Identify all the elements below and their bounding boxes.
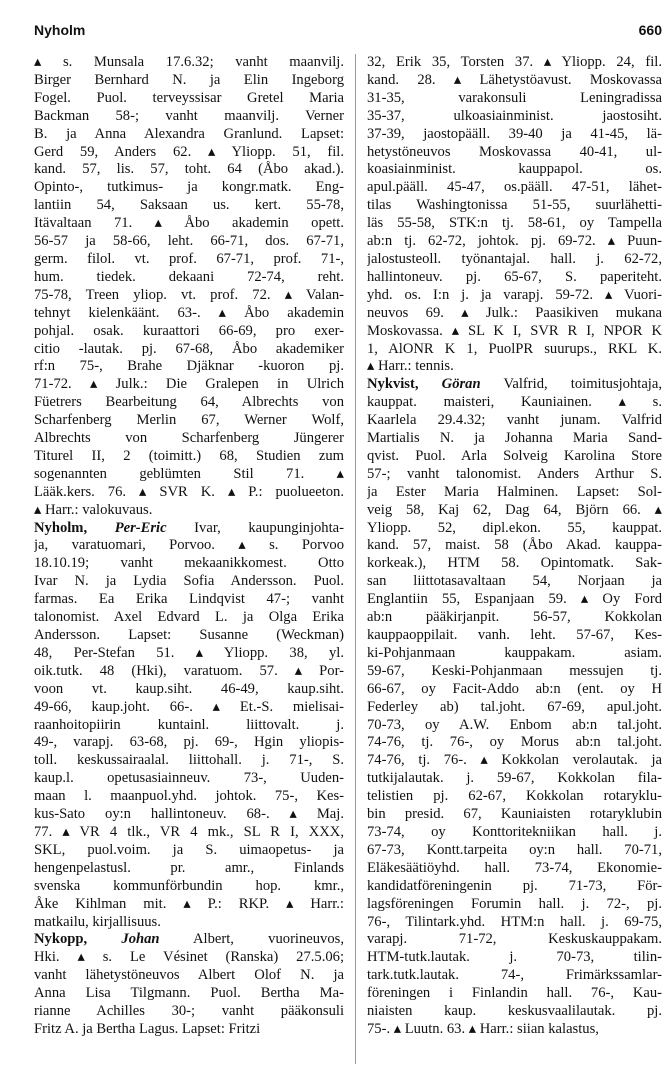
entry-surname: Nyholm, [34, 519, 88, 536]
text-line [367, 269, 662, 287]
line-text: 59-67, Keski-Pohjanmaan messujen tj. [367, 662, 662, 679]
line-text: 37-39, jaostopääll. 39-40 ja 41-45, lä- [367, 125, 662, 142]
text-line [34, 806, 344, 824]
text-line [34, 215, 344, 233]
line-text: Kaarlela 29.4.32; vanht junam. Valfrid [367, 412, 662, 429]
line-text: rf:n 75-, Brahe Djäknar -kuoron pj. [34, 358, 344, 375]
line-text: Lääk.kers. 76. ▴ SVR K. ▴ P.: puolueeton. [34, 483, 344, 500]
text-line [34, 967, 344, 985]
text-line [367, 161, 662, 179]
line-text: 76-, Tilintark.yhd. HTM:n hall. j. 69-75, [367, 913, 662, 930]
line-text: Gerd 59, Anders 62. ▴ Yliopp. 51, fil. [34, 143, 344, 160]
text-line [367, 323, 662, 341]
text-line [367, 502, 662, 520]
text-line [367, 430, 662, 448]
line-text: 49-66, kaup.joht. 66-. ▴ Et.-S. mielisai- [34, 698, 344, 715]
text-line [367, 914, 662, 932]
text-line [34, 233, 344, 251]
text-line [34, 161, 344, 179]
text-line [367, 591, 662, 609]
line-text: Füetrers Bearbeitung 64, Albrechts von [34, 394, 344, 411]
line-text: hengenpelastusl. pr. amr., Finlands [34, 859, 344, 876]
text-line [34, 788, 344, 806]
line-text: Fogel. Puol. terveyssisar Gretel Maria [34, 89, 344, 106]
line-text: farmas. Ea Erika Lindqvist 47-; vanht [34, 591, 344, 608]
line-text: kauppat. maisteri, Kauniainen. ▴ s. [367, 394, 662, 411]
line-text: Yliopp. 52, dipl.ekon. 55, kauppat. [367, 519, 662, 536]
text-line [34, 645, 344, 663]
text-line [34, 466, 344, 484]
line-text: 35-37, ulkoasiainminist. jaostosiht. [367, 107, 662, 124]
text-line [34, 287, 344, 305]
line-text: san liittotasavaltaan 54, Norjaan ja [367, 573, 662, 590]
text-line [34, 627, 344, 645]
text-line [34, 179, 344, 197]
line-text: lantiin 54, Saksaan us. kert. 55-78, [34, 197, 344, 214]
line-text: Eläkesäätiöyhd. hall. 73-74, Ekonomie- [367, 859, 662, 876]
text-line [34, 699, 344, 717]
line-text: citio -lautak. pj. 67-68, Åbo akademiker [34, 340, 344, 357]
line-text: föreningen i Finlandin hall. 76-, Kau- [367, 985, 662, 1002]
line-text: vanht lähetystöneuvos Albert Olof N. ja [34, 967, 344, 984]
text-line [367, 126, 662, 144]
line-text: Englantiin 55, Espanjaan 59. ▴ Oy Ford [367, 591, 662, 608]
line-text: kand. 57, lis. 57, toht. 64 (Åbo akad.). [34, 161, 344, 178]
line-text: oik.tutk. 48 (Hki), varatuom. 57. ▴ Por- [34, 662, 344, 679]
line-text: ab:n tj. 62-72, johtok. pj. 69-72. ▴ Puun- [367, 233, 662, 250]
line-text: 56-57 ja 58-66, leht. 66-71, dos. 67-71, [34, 233, 344, 250]
line-text: kand. 57, maist. 58 (Åbo Akad. kauppa- [367, 537, 662, 554]
line-text: maan l. maanpuol.yhd. johtok. 75-, Kes- [34, 788, 344, 805]
line-text: rianne Achilles 30-; vanht pääkonsuli [34, 1003, 344, 1020]
text-line [34, 394, 344, 412]
line-text: ▴ Harr.: tennis. [367, 358, 454, 375]
line-text: ▴ s. Munsala 17.6.32; vanht maanvilj. [34, 54, 344, 70]
line-text: Itävaltaan 71. ▴ Åbo akademin opett. [34, 215, 344, 232]
line-text: Birger Bernhard N. ja Elin Ingeborg [34, 71, 344, 88]
line-text: talonomist. Axel Edvard L. ja Olga Erika [34, 609, 344, 626]
line-text: hetystöneuvos Moskovassa 40-41, ul- [367, 143, 662, 160]
text-line [34, 484, 344, 502]
text-line [34, 770, 344, 788]
line-text: varapj. 71-72, Keskuskauppakam. [367, 931, 662, 948]
text-line [34, 358, 344, 376]
text-line [34, 54, 344, 72]
text-line [367, 233, 662, 251]
line-text: 74-76, tj. 76-, oy Morus ab:n tal.joht. [367, 734, 662, 751]
line-text: ki-Pohjanmaan kauppakam. asiam. [367, 644, 662, 661]
text-line [367, 573, 662, 591]
line-text: ja, varatuomari, Porvoo. ▴ s. Porvoo [34, 537, 344, 554]
text-line [367, 144, 662, 162]
line-text: neuvos 69. ▴ Julk.: Paasikiven mukana [367, 304, 662, 321]
text-line [34, 376, 344, 394]
text-line [367, 287, 662, 305]
line-text: HTM-tutk.lautak. j. 70-73, tilin- [367, 949, 662, 966]
line-text: Scharfenberg Merlin 67, Werner Wolf, [34, 412, 344, 429]
line-text: lagsföreningen Forumin hall. j. 72-, pj. [367, 895, 662, 912]
entry-given-name: Johan [121, 931, 160, 948]
line-text: läs 55-58, STK:n tj. 58-61, oy Tampella [367, 215, 662, 232]
line-text: raanhoitopiirin kuntainl. liittovalt. j. [34, 716, 344, 733]
line-text: 49-, varapj. 63-68, pj. 69-, Hgin yliopis- [34, 734, 344, 751]
line-text: ▴ Harr.: valokuvaus. [34, 501, 153, 518]
text-line [367, 358, 662, 376]
line-text: SKL, puol.voim. ja S. uimaopetus- ja [34, 841, 344, 858]
text-line [367, 54, 662, 72]
text-line [34, 860, 344, 878]
text-line [34, 448, 344, 466]
text-line [367, 448, 662, 466]
entry-surname: Nykopp, [34, 931, 88, 948]
line-text: 67-73, Kontt.tarpeita oy:n hall. 70-71, [367, 841, 662, 858]
line-text: kaup.l. opetusasiainneuv. 73-, Uuden- [34, 770, 344, 787]
line-text: Albert, vuorineuvos, [159, 931, 344, 948]
text-line [367, 734, 662, 752]
line-text: kand. 28. ▴ Lähetystöavust. Moskovassa [367, 71, 662, 88]
text-line [34, 663, 344, 681]
line-text: kus-Sato oy:n hallintoneuv. 68-. ▴ Maj. [34, 806, 344, 823]
line-text: Federley ab) tal.joht. 67-69, apul.joht. [367, 698, 662, 715]
text-line [367, 770, 662, 788]
text-line [367, 466, 662, 484]
text-line [367, 752, 662, 770]
text-line [367, 967, 662, 985]
left-column [34, 54, 344, 1064]
text-line [367, 645, 662, 663]
text-line [34, 734, 344, 752]
text-line [367, 1021, 662, 1039]
text-line [34, 72, 344, 90]
text-line [34, 502, 344, 520]
text-line [367, 609, 662, 627]
entry-given-name: Göran [441, 376, 481, 393]
line-text: sogenannten geblümten Stil 71. ▴ [34, 465, 344, 482]
line-text: matkailu, kirjallisuus. [34, 913, 161, 930]
line-text: hum. tiedek. dekaani 72-74, reht. [34, 268, 344, 285]
text-line [34, 90, 344, 108]
text-line [367, 305, 662, 323]
line-text: toll. keskussairaalal. liittohall. j. 71-, S. [34, 752, 344, 769]
text-line [367, 878, 662, 896]
line-text: Albrechts von Scharfenberg Jüngerer [34, 430, 344, 447]
line-text: kauppaoppilait. vanh. leht. 57-67, Kes- [367, 627, 662, 643]
text-line [34, 108, 344, 126]
text-line [367, 788, 662, 806]
text-line [367, 197, 662, 215]
text-line [367, 412, 662, 430]
text-line [367, 985, 662, 1003]
text-line [34, 341, 344, 359]
text-line [34, 555, 344, 573]
line-text: svenska kommunförbundin hop. kmr., [34, 877, 344, 894]
line-text: Ivar, kaupunginjohta- [166, 519, 344, 536]
line-text: niaisten kaup. keskusvaalilautak. pj. [367, 1003, 662, 1020]
line-text: tilas Washingtonissa 51-55, suurlähetti- [367, 197, 662, 214]
right-column [367, 54, 662, 1064]
text-line [34, 842, 344, 860]
line-text: Fritz A. ja Bertha Lagus. Lapset: Fritzi [34, 1020, 261, 1037]
line-text: Ivar N. ja Lydia Sofia Andersson. Puol. [34, 573, 344, 590]
text-line [367, 860, 662, 878]
line-text: apul.pääll. 45-47, os.pääll. 47-51, lähet- [367, 179, 662, 196]
line-text: korkeak.), HTM 58. Opintomatk. Sak- [367, 555, 662, 572]
text-line [34, 914, 344, 932]
line-text: Martialis N. ja Johanna Maria Sand- [367, 430, 662, 447]
line-text: 77. ▴ VR 4 tlk., VR 4 mk., SL R I, XXX, [34, 823, 344, 840]
text-line [34, 824, 344, 842]
line-text: veig 58, Kaj 62, Dag 64, Björn 66. ▴ [367, 501, 662, 518]
line-text: ab:n pääkirjanpit. 56-57, Kokkolan [367, 609, 662, 626]
line-text: tutkijalautak. j. 59-67, Kokkolan fila- [367, 770, 662, 787]
line-text: Anna Lisa Tilgmann. Puol. Bertha Ma- [34, 985, 344, 1002]
running-head: Nyholm [34, 22, 86, 38]
line-text: ja Ester Maria Halminen. Lapset: Sol- [367, 483, 662, 500]
text-line [367, 806, 662, 824]
line-text: germ. filol. vt. prof. 67-71, prof. 71-, [34, 250, 344, 267]
text-line [367, 179, 662, 197]
text-line [367, 394, 662, 412]
line-text: pohjal. osak. kuraattori 66-69, pro exer- [34, 322, 344, 339]
entry-headline [34, 520, 344, 538]
text-line [367, 108, 662, 126]
text-line [34, 985, 344, 1003]
line-text: Opinto-, tutkimus- ja kongr.matk. Eng- [34, 179, 344, 196]
text-line [34, 591, 344, 609]
line-text: kandidatföreningenin pj. 71-73, För- [367, 877, 662, 894]
text-line [367, 537, 662, 555]
text-line [367, 663, 662, 681]
text-line [367, 627, 662, 645]
text-line [34, 717, 344, 735]
text-line [367, 251, 662, 269]
text-line [34, 752, 344, 770]
line-text: Valfrid, toimitusjohtaja, [480, 376, 662, 393]
line-text: yhd. os. I:n j. ja varapj. 59-72. ▴ Vuori- [367, 286, 662, 303]
line-text: Titurel II, 2 (toimitt.) 68, Studien zum [34, 447, 344, 464]
text-line [34, 1003, 344, 1021]
line-text: Åke Kihlman mit. ▴ P.: RKP. ▴ Harr.: [34, 895, 344, 912]
line-text: 75-. ▴ Luutn. 63. ▴ Harr.: siian kalastus, [367, 1020, 599, 1037]
text-line [34, 144, 344, 162]
line-text: voon vt. kaup.siht. 46-49, kaup.siht. [34, 680, 344, 697]
line-text: 75-78, Treen yliop. vt. prof. 72. ▴ Valan- [34, 286, 344, 303]
text-line [34, 305, 344, 323]
text-line [34, 609, 344, 627]
text-line [34, 1021, 344, 1039]
entry-given-name: Per-Eric [114, 519, 167, 536]
line-text: tehnyt kielenkäänt. 63-. ▴ Åbo akademin [34, 304, 344, 321]
line-text: Moskovassa. ▴ SL K I, SVR R I, NPOR K [367, 322, 662, 339]
line-text: qvist. Puol. Arla Solveig Karolina Store [367, 447, 662, 464]
text-line [34, 323, 344, 341]
text-line [367, 215, 662, 233]
line-text: 1, AlONR K 1, PuolPR suurups., RKL K. [367, 340, 662, 357]
line-text: 57-; vanht talonomist. Anders Arthur S. [367, 465, 662, 482]
entry-surname: Nykvist, [367, 376, 419, 393]
entry-headline [367, 376, 662, 394]
line-text: 70-73, oy A.W. Enbom ab:n tal.joht. [367, 716, 662, 733]
text-line [367, 717, 662, 735]
text-line [367, 555, 662, 573]
text-line [34, 269, 344, 287]
line-text: 48, Per-Stefan 51. ▴ Yliopp. 38, yl. [34, 644, 344, 661]
text-line [34, 197, 344, 215]
line-text: Hki. ▴ s. Le Vésinet (Ranska) 27.5.06; [34, 949, 344, 966]
text-line [367, 842, 662, 860]
line-text: 18.10.19; vanht mekaanikkomest. Otto [34, 555, 344, 572]
page-number: 660 [638, 22, 662, 38]
line-text: bin presid. 67, Kauniaisten rotaryklubin [367, 806, 662, 823]
text-line [367, 896, 662, 914]
text-line [34, 573, 344, 591]
line-text: 73-74, oy Konttoritekniikan hall. j. [367, 823, 662, 840]
text-line [34, 251, 344, 269]
line-text: Backman 58-; vanht maanvilj. Verner [34, 107, 344, 124]
line-text: jalostusteoll. työnantajal. hall. j. 62-72, [367, 250, 662, 267]
text-line [367, 949, 662, 967]
text-line [34, 681, 344, 699]
text-line [367, 72, 662, 90]
line-text: 74-76, tj. 76-. ▴ Kokkolan verolautak. ja [367, 752, 662, 769]
text-line [34, 949, 344, 967]
line-text: 32, Erik 35, Torsten 37. ▴ Yliopp. 24, fil. [367, 54, 662, 70]
text-line [367, 520, 662, 538]
text-line [34, 537, 344, 555]
text-line [34, 896, 344, 914]
line-text: tark.tutk.lautak. 74-, Frimärkssamlar- [367, 967, 662, 984]
line-text: Andersson. Lapset: Susanne (Weckman) [34, 627, 344, 643]
page-header [34, 22, 662, 42]
line-text: telistien pj. 62-67, Kokkolan rotaryklu- [367, 788, 662, 805]
text-line [367, 699, 662, 717]
line-text: B. ja Anna Alexandra Granlund. Lapset: [34, 125, 344, 142]
column-divider [355, 54, 356, 1064]
text-line [34, 878, 344, 896]
text-line [367, 90, 662, 108]
text-line [367, 824, 662, 842]
line-text: 66-67, oy Facit-Addo ab:n (ent. oy H [367, 680, 662, 697]
text-line [367, 681, 662, 699]
text-line [367, 484, 662, 502]
text-line [34, 412, 344, 430]
line-text: 71-72. ▴ Julk.: Die Gralepen in Ulrich [34, 376, 344, 393]
text-line [34, 126, 344, 144]
line-text: 31-35, varakonsuli Leningradissa [367, 89, 662, 106]
line-text: hallintoneuv. pj. 65-67, S. paperiteht. [367, 268, 662, 285]
line-text: koasiainminist. kauppapol. os. [367, 161, 662, 178]
text-line [34, 430, 344, 448]
entry-headline [34, 931, 344, 949]
text-line [367, 931, 662, 949]
text-line [367, 1003, 662, 1021]
text-line [367, 341, 662, 359]
